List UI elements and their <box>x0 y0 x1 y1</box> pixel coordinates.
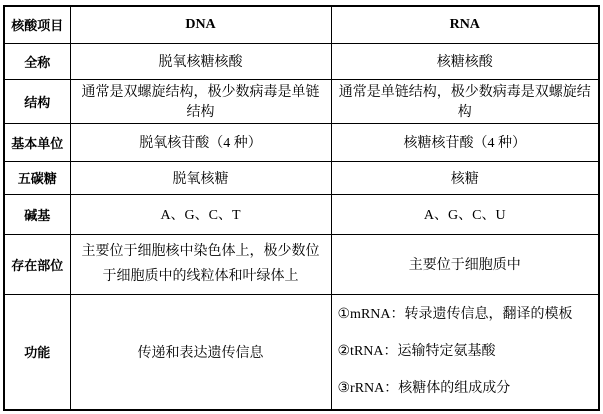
cell-bases-rna: A、G、C、U <box>331 194 599 234</box>
table-row-fullname <box>4 43 599 79</box>
function-rna-line-trna: ②tRNA：运输特定氨基酸 <box>337 344 496 360</box>
function-rna-line-rrna: ③rRNA：核糖体的组成成分 <box>337 381 511 397</box>
table-container <box>3 5 600 411</box>
row-label-pentose: 五碳糖 <box>4 161 70 194</box>
table-row-pentose <box>4 161 599 194</box>
cell-basic-unit-rna: 核糖核苷酸（4 种） <box>331 123 599 161</box>
nucleic-acid-comparison-table <box>3 5 600 411</box>
cell-location-dna: 主要位于细胞核中染色体上，极少数位于细胞质中的线粒体和叶绿体上 <box>70 234 331 294</box>
row-label-location: 存在部位 <box>4 234 70 294</box>
cell-fullname-rna: 核糖核酸 <box>331 43 599 79</box>
row-label-basic-unit: 基本单位 <box>4 123 70 161</box>
header-rna: RNA <box>331 6 599 43</box>
cell-location-rna: 主要位于细胞质中 <box>331 234 599 294</box>
cell-basic-unit-dna: 脱氧核苷酸（4 种） <box>70 123 331 161</box>
row-label-bases: 碱基 <box>4 194 70 234</box>
function-rna-line-mrna: ①mRNA：转录遗传信息，翻译的模板 <box>337 307 573 323</box>
table-row-basic-unit <box>4 123 599 161</box>
table-row-structure <box>4 79 599 123</box>
table-row-function <box>4 294 599 410</box>
table-row-bases <box>4 194 599 234</box>
row-label-function: 功能 <box>4 294 70 410</box>
cell-bases-dna: A、G、C、T <box>70 194 331 234</box>
cell-fullname-dna: 脱氧核糖核酸 <box>70 43 331 79</box>
table-header-row <box>4 6 599 43</box>
cell-pentose-rna: 核糖 <box>331 161 599 194</box>
cell-structure-dna: 通常是双螺旋结构，极少数病毒是单链结构 <box>70 79 331 123</box>
row-label-fullname: 全称 <box>4 43 70 79</box>
header-dna: DNA <box>70 6 331 43</box>
cell-function-rna <box>331 294 599 410</box>
table-row-location <box>4 234 599 294</box>
cell-structure-rna: 通常是单链结构，极少数病毒是双螺旋结构 <box>331 79 599 123</box>
header-item-label: 核酸项目 <box>4 6 70 43</box>
row-label-structure: 结构 <box>4 79 70 123</box>
cell-function-dna: 传递和表达遗传信息 <box>70 294 331 410</box>
cell-pentose-dna: 脱氧核糖 <box>70 161 331 194</box>
